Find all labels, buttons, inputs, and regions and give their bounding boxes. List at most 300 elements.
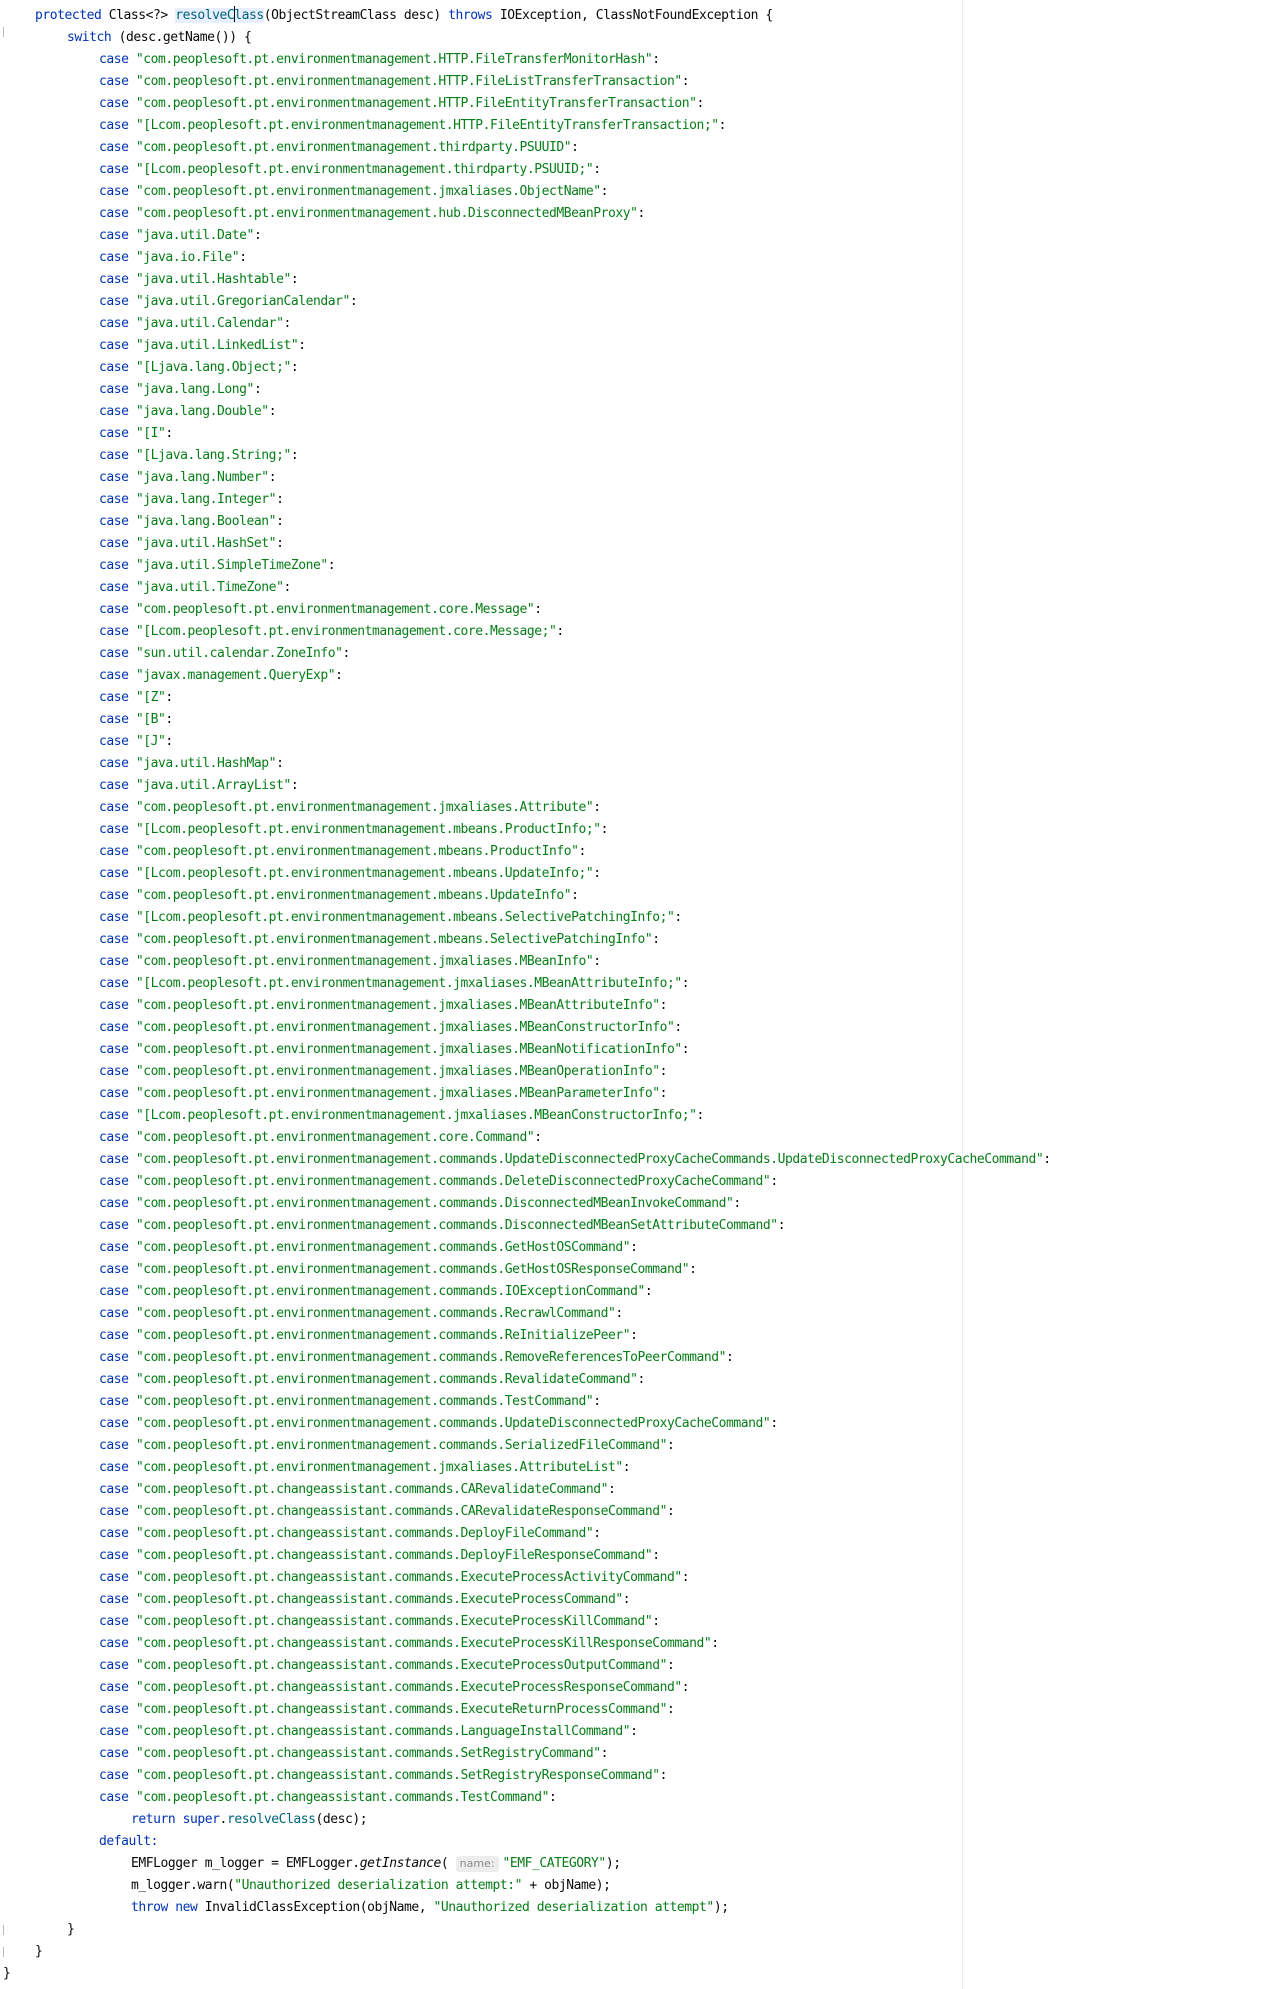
case-line[interactable] (3, 1523, 1051, 1545)
case-line[interactable] (3, 643, 1051, 665)
class-close-brace[interactable] (3, 1963, 1051, 1985)
case-colon: : (652, 1548, 660, 1563)
case-line[interactable] (3, 467, 1051, 489)
case-colon: : (165, 734, 173, 749)
case-keyword: case (99, 1196, 129, 1211)
case-colon: : (268, 404, 277, 419)
case-string: "[J" (135, 734, 166, 749)
case-colon: : (652, 1614, 660, 1629)
case-line[interactable] (3, 1765, 1051, 1787)
case-string: "com.peoplesoft.pt.changeassistant.commands.DeployFileResponseCommand" (135, 1548, 653, 1563)
case-keyword: case (99, 514, 129, 529)
case-line[interactable] (3, 1435, 1051, 1457)
case-colon: : (600, 184, 609, 199)
case-string: "com.peoplesoft.pt.environmentmanagement.commands.IOExceptionCommand" (135, 1284, 645, 1299)
case-string: "com.peoplesoft.pt.changeassistant.commands.CARevalidateCommand" (135, 1482, 609, 1497)
case-string: "java.util.Date" (135, 228, 254, 243)
case-colon: : (726, 1350, 734, 1365)
case-line[interactable] (3, 577, 1051, 599)
case-line[interactable] (3, 247, 1051, 269)
case-string: "[Lcom.peoplesoft.pt.environmentmanagement.mbeans.ProductInfo;" (135, 822, 601, 837)
case-line[interactable] (3, 841, 1051, 863)
return-keyword: return (131, 1812, 176, 1827)
case-string: "[I" (135, 426, 166, 441)
case-keyword: case (99, 1526, 129, 1541)
case-string: "java.lang.Boolean" (135, 514, 277, 529)
case-keyword: case (99, 646, 129, 661)
case-string: "com.peoplesoft.pt.environmentmanagement.jmxaliases.ObjectName" (135, 184, 601, 199)
case-string: "com.peoplesoft.pt.environmentmanagement.commands.RecrawlCommand" (135, 1306, 616, 1321)
case-colon: : (718, 118, 727, 133)
case-line[interactable] (3, 1479, 1051, 1501)
case-colon: : (777, 1218, 786, 1233)
case-string: "com.peoplesoft.pt.environmentmanagement.jmxaliases.MBeanConstructorInfo" (135, 1020, 675, 1035)
logger-line[interactable] (3, 1853, 1051, 1875)
case-line[interactable] (3, 929, 1051, 951)
case-keyword: case (99, 1108, 129, 1123)
case-string: "com.peoplesoft.pt.environmentmanagement.core.Message" (135, 602, 535, 617)
case-keyword: case (99, 1328, 129, 1343)
case-line[interactable] (3, 269, 1051, 291)
case-keyword: case (99, 184, 129, 199)
case-string: "com.peoplesoft.pt.environmentmanagement.HTTP.FileListTransferTransaction" (135, 74, 682, 89)
case-line[interactable] (3, 1215, 1051, 1237)
case-line[interactable] (3, 1589, 1051, 1611)
case-colon: : (659, 998, 668, 1013)
case-colon: : (342, 646, 350, 661)
case-list (3, 49, 1051, 1809)
case-line[interactable] (3, 335, 1051, 357)
case-keyword: case (99, 1570, 129, 1585)
case-string: "java.util.HashMap" (135, 756, 277, 771)
case-line[interactable] (3, 1633, 1051, 1655)
case-string: "com.peoplesoft.pt.environmentmanagement.commands.TestCommand" (135, 1394, 594, 1409)
case-line[interactable] (3, 1677, 1051, 1699)
case-line[interactable] (3, 621, 1051, 643)
case-keyword: case (99, 1086, 129, 1101)
case-colon: : (696, 1108, 704, 1123)
case-keyword: case (99, 470, 129, 485)
case-colon: : (600, 1746, 609, 1761)
case-keyword: case (99, 118, 129, 133)
case-string: "com.peoplesoft.pt.environmentmanagement.jmxaliases.MBeanNotificationInfo" (135, 1042, 682, 1057)
case-line[interactable] (3, 1259, 1051, 1281)
resolve-class-call: resolveClass (226, 1812, 316, 1827)
case-keyword: case (99, 712, 129, 727)
case-colon: : (276, 492, 284, 507)
warn-call: m_logger.warn( (131, 1878, 235, 1893)
case-line[interactable] (3, 533, 1051, 555)
case-string: "com.peoplesoft.pt.changeassistant.commands.ExecuteProcessResponseCommand" (135, 1680, 682, 1695)
case-colon: : (608, 1482, 616, 1497)
case-keyword: case (99, 602, 129, 617)
case-line[interactable] (3, 1721, 1051, 1743)
case-line[interactable] (3, 489, 1051, 511)
case-line[interactable] (3, 1787, 1051, 1809)
case-line[interactable] (3, 1017, 1051, 1039)
case-colon: : (556, 624, 564, 639)
case-colon: : (239, 250, 247, 265)
case-string: "com.peoplesoft.pt.changeassistant.commands.SetRegistryCommand" (135, 1746, 601, 1761)
case-keyword: case (99, 316, 129, 331)
case-colon: : (593, 1394, 601, 1409)
case-colon: : (593, 162, 601, 177)
case-line[interactable] (3, 423, 1051, 445)
method-signature-line[interactable] (3, 5, 1051, 27)
case-line[interactable] (3, 907, 1051, 929)
throw-line[interactable] (3, 1897, 1051, 1919)
warn-suffix: + objName); (521, 1878, 611, 1893)
throw-keyword: throw (131, 1900, 168, 1915)
warn-line[interactable] (3, 1875, 1051, 1897)
return-args: (desc); (315, 1812, 368, 1827)
case-keyword: case (99, 1592, 129, 1607)
case-keyword: case (99, 1460, 129, 1475)
case-line[interactable] (3, 951, 1051, 973)
case-colon: : (711, 1636, 719, 1651)
case-line[interactable] (3, 1061, 1051, 1083)
case-keyword: case (99, 294, 129, 309)
return-type: Class<?> (108, 8, 168, 23)
case-line[interactable] (3, 159, 1051, 181)
case-keyword: case (99, 1416, 129, 1431)
case-keyword: case (99, 360, 129, 375)
case-line[interactable] (3, 1281, 1051, 1303)
case-colon: : (290, 448, 299, 463)
case-line[interactable] (3, 1369, 1051, 1391)
case-line[interactable] (3, 1501, 1051, 1523)
case-colon: : (1043, 1152, 1051, 1167)
case-keyword: case (99, 800, 129, 815)
case-keyword: case (99, 778, 129, 793)
category-string: "EMF_CATEGORY" (502, 1856, 606, 1871)
case-line[interactable] (3, 1743, 1051, 1765)
case-line[interactable] (3, 709, 1051, 731)
case-colon: : (674, 910, 682, 925)
case-colon: : (770, 1174, 778, 1189)
case-line[interactable] (3, 401, 1051, 423)
case-keyword: case (99, 1284, 129, 1299)
case-keyword: case (99, 1130, 129, 1145)
case-colon: : (290, 778, 299, 793)
switch-close-brace[interactable] (3, 1919, 1051, 1941)
case-string: "[Lcom.peoplesoft.pt.environmentmanagement.thirdparty.PSUUID;" (135, 162, 594, 177)
case-keyword: case (99, 844, 129, 859)
case-colon: : (659, 1086, 668, 1101)
case-colon: : (276, 756, 284, 771)
case-line[interactable] (3, 1413, 1051, 1435)
case-line[interactable] (3, 555, 1051, 577)
case-line[interactable] (3, 1457, 1051, 1479)
case-line[interactable] (3, 1105, 1051, 1127)
case-keyword: case (99, 932, 129, 947)
case-string: "java.util.TimeZone" (135, 580, 284, 595)
case-string: "java.lang.Double" (135, 404, 269, 419)
case-keyword: case (99, 1020, 129, 1035)
brace: } (3, 1966, 11, 1981)
case-keyword: case (99, 74, 129, 89)
case-line[interactable] (3, 71, 1051, 93)
case-keyword: case (99, 1636, 129, 1651)
case-string: "com.peoplesoft.pt.environmentmanagement.commands.SerializedFileCommand" (135, 1438, 668, 1453)
case-keyword: case (99, 1042, 129, 1057)
case-line[interactable] (3, 1171, 1051, 1193)
case-string: "com.peoplesoft.pt.environmentmanagement.jmxaliases.Attribute" (135, 800, 594, 815)
case-colon: : (681, 1570, 690, 1585)
case-colon: : (630, 1240, 638, 1255)
case-line[interactable] (3, 731, 1051, 753)
case-line[interactable] (3, 863, 1051, 885)
warn-message-string: "Unauthorized deserialization attempt:" (234, 1878, 522, 1893)
case-keyword: case (99, 1790, 129, 1805)
case-line[interactable] (3, 1567, 1051, 1589)
case-colon: : (630, 1724, 638, 1739)
case-keyword: case (99, 96, 129, 111)
case-colon: : (593, 954, 601, 969)
case-string: "com.peoplesoft.pt.environmentmanagement.commands.GetHostOSCommand" (135, 1240, 631, 1255)
logger-declaration: EMFLogger m_logger = EMFLogger. (131, 1856, 360, 1871)
method-name-highlight[interactable] (175, 8, 264, 23)
case-keyword: case (99, 580, 129, 595)
case-line[interactable] (3, 313, 1051, 335)
case-string: "[Ljava.lang.String;" (135, 448, 291, 463)
case-keyword: case (99, 668, 129, 683)
case-colon: : (349, 294, 358, 309)
case-string: "java.lang.Long" (135, 382, 254, 397)
case-line[interactable] (3, 225, 1051, 247)
case-colon: : (534, 602, 542, 617)
case-keyword: case (99, 1218, 129, 1233)
case-string: "java.util.GregorianCalendar" (135, 294, 350, 309)
case-line[interactable] (3, 511, 1051, 533)
case-colon: : (298, 338, 306, 353)
case-string: "com.peoplesoft.pt.changeassistant.commands.ExecuteProcessKillCommand" (135, 1614, 653, 1629)
case-line[interactable] (3, 1611, 1051, 1633)
case-keyword: case (99, 272, 129, 287)
dot: . (219, 1812, 227, 1827)
case-line[interactable] (3, 181, 1051, 203)
case-string: "com.peoplesoft.pt.changeassistant.commands.ExecuteProcessKillResponseCommand" (135, 1636, 712, 1651)
case-colon: : (681, 74, 690, 89)
case-colon: : (253, 228, 262, 243)
case-keyword: case (99, 228, 129, 243)
case-line[interactable] (3, 1347, 1051, 1369)
case-colon: : (600, 822, 609, 837)
exception-constructor: InvalidClassException(objName, (197, 1900, 434, 1915)
switch-keyword: switch (67, 30, 112, 45)
case-keyword: case (99, 866, 129, 881)
case-colon: : (659, 1064, 668, 1079)
case-keyword: case (99, 1372, 129, 1387)
case-keyword: case (99, 162, 129, 177)
case-line[interactable] (3, 115, 1051, 137)
case-keyword: case (99, 954, 129, 969)
case-colon: : (637, 1372, 645, 1387)
case-colon: : (667, 1702, 675, 1717)
case-string: "com.peoplesoft.pt.environmentmanagement.core.Command" (135, 1130, 535, 1145)
case-colon: : (283, 316, 291, 331)
case-string: "[Lcom.peoplesoft.pt.environmentmanagement.core.Message;" (135, 624, 557, 639)
case-colon: : (644, 1284, 653, 1299)
return-line[interactable] (3, 1809, 1051, 1831)
case-string: "[Lcom.peoplesoft.pt.environmentmanagement.mbeans.SelectivePatchingInfo;" (135, 910, 675, 925)
code-area[interactable] (3, 5, 1051, 1985)
case-keyword: case (99, 624, 129, 639)
case-string: "java.util.HashSet" (135, 536, 277, 551)
case-colon: : (290, 272, 299, 287)
case-keyword: case (99, 1724, 129, 1739)
method-close-brace[interactable] (3, 1941, 1051, 1963)
case-line[interactable] (3, 1545, 1051, 1567)
close-paren: ); (605, 1856, 621, 1871)
case-line[interactable] (3, 1699, 1051, 1721)
case-colon: : (667, 1438, 675, 1453)
case-string: "com.peoplesoft.pt.environmentmanagement.commands.UpdateDisconnectedProxyCacheCommand" (135, 1416, 771, 1431)
case-colon: : (276, 514, 284, 529)
case-colon: : (165, 426, 173, 441)
case-string: "sun.util.calendar.ZoneInfo" (135, 646, 343, 661)
case-keyword: case (99, 910, 129, 925)
case-keyword: case (99, 1746, 129, 1761)
case-colon: : (667, 1658, 675, 1673)
case-string: "com.peoplesoft.pt.environmentmanagement.commands.RevalidateCommand" (135, 1372, 638, 1387)
case-keyword: case (99, 756, 129, 771)
case-line[interactable] (3, 753, 1051, 775)
case-string: "com.peoplesoft.pt.environmentmanagement.commands.RemoveReferencesToPeerCommand" (135, 1350, 727, 1365)
case-keyword: case (99, 1438, 129, 1453)
throws-keyword: throws (448, 8, 493, 23)
case-colon: : (335, 668, 343, 683)
case-colon: : (593, 866, 601, 881)
case-line[interactable] (3, 973, 1051, 995)
case-string: "java.lang.Number" (135, 470, 269, 485)
case-keyword: case (99, 1350, 129, 1365)
case-line[interactable] (3, 1303, 1051, 1325)
case-keyword: case (99, 1658, 129, 1673)
case-colon: : (253, 382, 262, 397)
case-line[interactable] (3, 687, 1051, 709)
case-keyword: case (99, 536, 129, 551)
case-colon: : (681, 976, 690, 991)
case-string: "java.io.File" (135, 250, 240, 265)
case-keyword: case (99, 448, 129, 463)
case-keyword: case (99, 558, 129, 573)
case-keyword: case (99, 1152, 129, 1167)
case-colon: : (652, 932, 660, 947)
case-string: "com.peoplesoft.pt.environmentmanagement.commands.UpdateDisconnectedProxyCacheCommands.UpdateDisconnectedProxyCacheCommand" (135, 1152, 1044, 1167)
case-keyword: case (99, 1064, 129, 1079)
case-string: "com.peoplesoft.pt.environmentmanagement.jmxaliases.AttributeList" (135, 1460, 623, 1475)
exception-list: IOException, ClassNotFoundException { (499, 8, 773, 23)
case-line[interactable] (3, 819, 1051, 841)
case-string: "java.util.SimpleTimeZone" (135, 558, 328, 573)
case-line[interactable] (3, 1039, 1051, 1061)
case-line[interactable] (3, 1127, 1051, 1149)
case-line[interactable] (3, 775, 1051, 797)
case-string: "[Lcom.peoplesoft.pt.environmentmanagement.jmxaliases.MBeanConstructorInfo;" (135, 1108, 697, 1123)
case-line[interactable] (3, 885, 1051, 907)
case-colon: : (571, 888, 579, 903)
case-line[interactable] (3, 49, 1051, 71)
case-line[interactable] (3, 665, 1051, 687)
case-keyword: case (99, 426, 129, 441)
case-string: "com.peoplesoft.pt.environmentmanagement.jmxaliases.MBeanParameterInfo" (135, 1086, 660, 1101)
case-keyword: case (99, 734, 129, 749)
case-line[interactable] (3, 995, 1051, 1017)
case-line[interactable] (3, 203, 1051, 225)
case-string: "[Lcom.peoplesoft.pt.environmentmanagement.mbeans.UpdateInfo;" (135, 866, 594, 881)
case-string: "[Lcom.peoplesoft.pt.environmentmanagement.HTTP.FileEntityTransferTransaction;" (135, 118, 719, 133)
case-colon: : (283, 580, 291, 595)
case-line[interactable] (3, 599, 1051, 621)
case-colon: : (327, 558, 336, 573)
switch-expression: (desc.getName()) { (118, 30, 252, 45)
method-params: (ObjectStreamClass desc) (263, 8, 441, 23)
case-line[interactable] (3, 1083, 1051, 1105)
case-line[interactable] (3, 93, 1051, 115)
case-keyword: case (99, 52, 129, 67)
case-colon: : (534, 1130, 542, 1145)
case-line[interactable] (3, 137, 1051, 159)
case-line[interactable] (3, 379, 1051, 401)
case-keyword: case (99, 690, 129, 705)
case-keyword: case (99, 1702, 129, 1717)
brace: } (35, 1944, 43, 1959)
case-colon: : (549, 1790, 557, 1805)
case-string: "com.peoplesoft.pt.changeassistant.commands.LanguageInstallCommand" (135, 1724, 631, 1739)
case-keyword: case (99, 822, 129, 837)
case-line[interactable] (3, 291, 1051, 313)
case-colon: : (622, 1592, 631, 1607)
method-name-part: resolveC (175, 8, 235, 23)
parameter-name-hint: name: (456, 1856, 499, 1872)
case-string: "com.peoplesoft.pt.changeassistant.commands.ExecuteProcessOutputCommand" (135, 1658, 668, 1673)
case-line[interactable] (3, 1149, 1051, 1171)
case-string: "com.peoplesoft.pt.environmentmanagement.commands.DeleteDisconnectedProxyCacheCommand" (135, 1174, 771, 1189)
case-colon: : (652, 52, 660, 67)
case-line[interactable] (3, 445, 1051, 467)
case-colon: : (637, 206, 645, 221)
case-keyword: case (99, 404, 129, 419)
case-line[interactable] (3, 1655, 1051, 1677)
get-instance-call: getInstance (359, 1856, 441, 1871)
case-keyword: case (99, 1768, 129, 1783)
case-keyword: case (99, 1482, 129, 1497)
case-string: "com.peoplesoft.pt.changeassistant.commands.TestCommand" (135, 1790, 549, 1805)
case-line[interactable] (3, 357, 1051, 379)
throw-suffix: ); (713, 1900, 729, 1915)
new-keyword: new (175, 1900, 198, 1915)
modifier-keyword: protected (35, 8, 102, 23)
case-string: "com.peoplesoft.pt.environmentmanagement.HTTP.FileTransferMonitorHash" (135, 52, 653, 67)
case-line[interactable] (3, 1325, 1051, 1347)
switch-line[interactable] (3, 27, 1051, 49)
case-string: "[Ljava.lang.Object;" (135, 360, 291, 375)
case-line[interactable] (3, 797, 1051, 819)
case-line[interactable] (3, 1193, 1051, 1215)
case-string: "[B" (135, 712, 166, 727)
super-keyword: super (182, 1812, 220, 1827)
case-colon: : (615, 1306, 623, 1321)
case-colon: : (290, 360, 299, 375)
case-string: "com.peoplesoft.pt.changeassistant.commands.SetRegistryResponseCommand" (135, 1768, 660, 1783)
case-keyword: case (99, 1262, 129, 1277)
case-line[interactable] (3, 1391, 1051, 1413)
case-line[interactable] (3, 1237, 1051, 1259)
default-line[interactable] (3, 1831, 1051, 1853)
case-string: "javax.management.QueryExp" (135, 668, 336, 683)
case-keyword: case (99, 1614, 129, 1629)
